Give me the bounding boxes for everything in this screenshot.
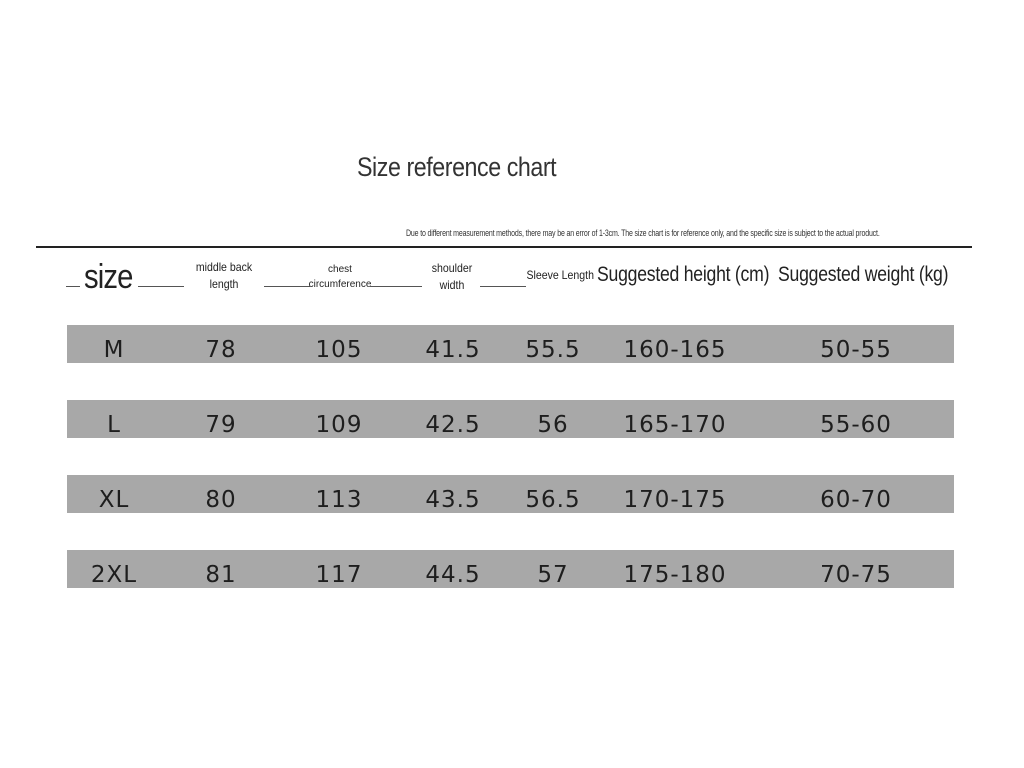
cell-shoulder-width: 44.5 bbox=[425, 562, 481, 588]
header-shoulder-line2: width bbox=[439, 278, 465, 292]
table-row bbox=[67, 475, 954, 513]
header-shoulder-line1: shoulder bbox=[431, 261, 473, 275]
cell-chest-circumference: 109 bbox=[315, 412, 363, 438]
header-middle-back-line2: length bbox=[209, 277, 239, 291]
cell-suggested-weight: 55-60 bbox=[820, 412, 892, 438]
cell-size: 2XL bbox=[90, 562, 138, 588]
header-suggested-height: Suggested height (cm) bbox=[597, 263, 770, 286]
cell-size: M bbox=[103, 337, 125, 363]
chart-title: Size reference chart bbox=[357, 152, 557, 182]
header-dash bbox=[138, 286, 184, 287]
header-chest-line1: chest bbox=[328, 264, 352, 275]
cell-suggested-weight: 60-70 bbox=[820, 487, 892, 513]
cell-sleeve-length: 56 bbox=[537, 412, 569, 438]
header-dash bbox=[480, 286, 526, 287]
cell-suggested-height: 170-175 bbox=[623, 487, 727, 513]
cell-chest-circumference: 117 bbox=[315, 562, 363, 588]
cell-chest-circumference: 105 bbox=[315, 337, 363, 363]
cell-middle-back-length: 79 bbox=[205, 412, 237, 438]
cell-middle-back-length: 81 bbox=[205, 562, 237, 588]
cell-suggested-height: 175-180 bbox=[623, 562, 727, 588]
cell-shoulder-width: 42.5 bbox=[425, 412, 481, 438]
header-chest-line2: circumference bbox=[308, 279, 372, 290]
header-divider bbox=[36, 246, 972, 248]
cell-sleeve-length: 55.5 bbox=[525, 337, 581, 363]
table-row bbox=[67, 550, 954, 588]
cell-shoulder-width: 43.5 bbox=[425, 487, 481, 513]
header-dash bbox=[66, 286, 80, 287]
cell-size: XL bbox=[98, 487, 130, 513]
cell-suggested-weight: 50-55 bbox=[820, 337, 892, 363]
header-middle-back-length bbox=[191, 259, 258, 293]
table-row bbox=[67, 400, 954, 438]
cell-sleeve-length: 57 bbox=[537, 562, 569, 588]
header-size: size bbox=[84, 258, 133, 296]
cell-suggested-height: 165-170 bbox=[623, 412, 727, 438]
cell-suggested-height: 160-165 bbox=[623, 337, 727, 363]
cell-middle-back-length: 80 bbox=[205, 487, 237, 513]
cell-suggested-weight: 70-75 bbox=[820, 562, 892, 588]
cell-middle-back-length: 78 bbox=[205, 337, 237, 363]
header-dash bbox=[370, 286, 422, 287]
header-middle-back-line1: middle back bbox=[195, 260, 253, 274]
header-shoulder-width bbox=[420, 260, 483, 294]
header-chest-circumference bbox=[302, 262, 378, 292]
measurement-note: Due to different measurement methods, there may be an error of 1-3cm. The size chart is for reference only, and the specific size is subject to the actual product. bbox=[406, 228, 880, 238]
cell-sleeve-length: 56.5 bbox=[525, 487, 581, 513]
header-suggested-weight: Suggested weight (kg) bbox=[778, 263, 949, 286]
cell-shoulder-width: 41.5 bbox=[425, 337, 481, 363]
header-sleeve-length: Sleeve Length bbox=[526, 268, 594, 282]
table-row bbox=[67, 325, 954, 363]
cell-size: L bbox=[107, 412, 121, 438]
cell-chest-circumference: 113 bbox=[315, 487, 363, 513]
